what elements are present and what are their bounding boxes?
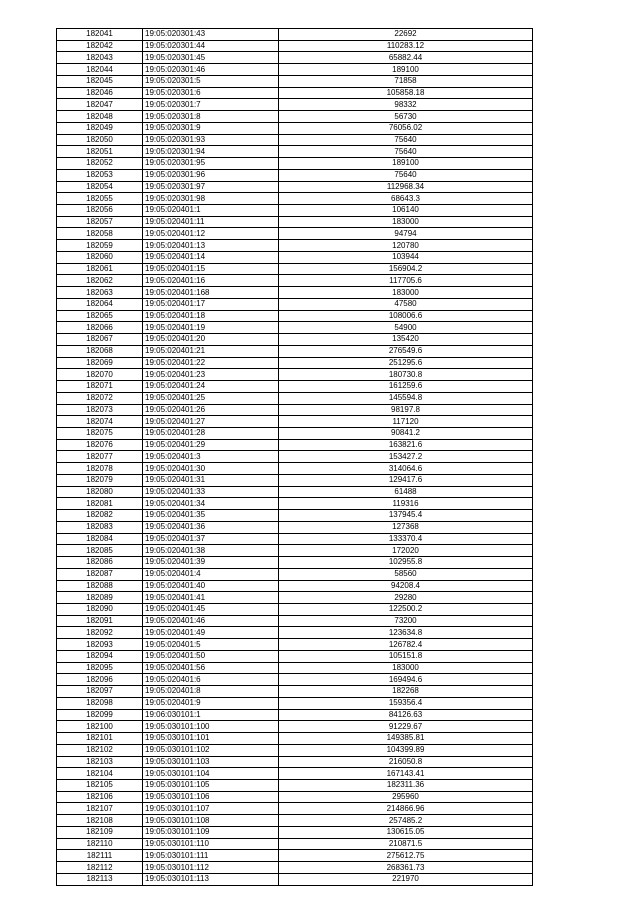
cadastral-number-cell: 19:05:020401:23 [143, 369, 279, 381]
cadastral-value-cell: 156904.2 [279, 263, 533, 275]
table-row [57, 287, 533, 299]
cadastral-number-cell: 19:05:030101:106 [143, 791, 279, 803]
row-number-cell: 182054 [57, 181, 143, 193]
cadastral-number-cell: 19:05:020401:18 [143, 310, 279, 322]
cadastral-value-cell: 126782.4 [279, 639, 533, 651]
cadastral-number-cell: 19:05:020301:9 [143, 122, 279, 134]
cadastral-value-cell: 22692 [279, 29, 533, 41]
cadastral-value-cell: 153427.2 [279, 451, 533, 463]
table-row [57, 205, 533, 217]
row-number-cell: 182093 [57, 639, 143, 651]
row-number-cell: 182067 [57, 334, 143, 346]
cadastral-number-cell: 19:05:020401:50 [143, 650, 279, 662]
cadastral-number-cell: 19:05:020301:8 [143, 111, 279, 123]
cadastral-value-cell: 122500.2 [279, 603, 533, 615]
cadastral-value-cell: 276549.6 [279, 345, 533, 357]
cadastral-value-cell: 180730.8 [279, 369, 533, 381]
cadastral-value-cell: 149385.81 [279, 733, 533, 745]
cadastral-number-cell: 19:05:020401:11 [143, 216, 279, 228]
table-row [57, 603, 533, 615]
cadastral-number-cell: 19:05:030101:112 [143, 862, 279, 874]
cadastral-value-cell: 167143.41 [279, 768, 533, 780]
cadastral-number-cell: 19:05:020301:93 [143, 134, 279, 146]
table-row [57, 627, 533, 639]
cadastral-number-cell: 19:05:020401:30 [143, 463, 279, 475]
table-row [57, 474, 533, 486]
cadastral-value-cell: 257485.2 [279, 815, 533, 827]
row-number-cell: 182059 [57, 240, 143, 252]
cadastral-value-cell: 98197.8 [279, 404, 533, 416]
row-number-cell: 182073 [57, 404, 143, 416]
cadastral-value-cell: 90841.2 [279, 427, 533, 439]
table-row [57, 674, 533, 686]
row-number-cell: 182089 [57, 592, 143, 604]
cadastral-number-cell: 19:05:020401:40 [143, 580, 279, 592]
cadastral-number-cell: 19:05:030101:110 [143, 838, 279, 850]
cadastral-number-cell: 19:05:020401:9 [143, 697, 279, 709]
cadastral-value-cell: 137945.4 [279, 510, 533, 522]
cadastral-value-cell: 102955.8 [279, 557, 533, 569]
table-row [57, 615, 533, 627]
table-row [57, 87, 533, 99]
row-number-cell: 182075 [57, 427, 143, 439]
table-row [57, 826, 533, 838]
cadastral-value-cell: 104399.89 [279, 744, 533, 756]
table-row [57, 862, 533, 874]
cadastral-number-cell: 19:05:030101:102 [143, 744, 279, 756]
table-row [57, 568, 533, 580]
cadastral-number-cell: 19:05:020301:45 [143, 52, 279, 64]
cadastral-value-cell: 123634.8 [279, 627, 533, 639]
table-row [57, 416, 533, 428]
cadastral-number-cell: 19:05:020401:25 [143, 392, 279, 404]
row-number-cell: 182078 [57, 463, 143, 475]
cadastral-number-cell: 19:05:020401:24 [143, 381, 279, 393]
cadastral-number-cell: 19:05:020401:22 [143, 357, 279, 369]
cadastral-value-cell: 183000 [279, 662, 533, 674]
table-row [57, 427, 533, 439]
cadastral-value-cell: 127368 [279, 521, 533, 533]
cadastral-number-cell: 19:05:020401:21 [143, 345, 279, 357]
cadastral-value-cell: 94208.4 [279, 580, 533, 592]
cadastral-number-cell: 19:05:020401:15 [143, 263, 279, 275]
table-row [57, 263, 533, 275]
row-number-cell: 182109 [57, 826, 143, 838]
cadastral-number-cell: 19:05:020401:38 [143, 545, 279, 557]
table-row [57, 322, 533, 334]
row-number-cell: 182058 [57, 228, 143, 240]
cadastral-value-cell: 71858 [279, 75, 533, 87]
cadastral-value-cell: 145594.8 [279, 392, 533, 404]
cadastral-number-cell: 19:05:020401:28 [143, 427, 279, 439]
cadastral-number-cell: 19:05:020401:12 [143, 228, 279, 240]
row-number-cell: 182098 [57, 697, 143, 709]
table-row [57, 709, 533, 721]
cadastral-value-cell: 189100 [279, 158, 533, 170]
cadastral-number-cell: 19:05:020301:96 [143, 169, 279, 181]
cadastral-number-cell: 19:05:030101:105 [143, 780, 279, 792]
cadastral-number-cell: 19:05:020401:19 [143, 322, 279, 334]
table-row [57, 392, 533, 404]
cadastral-value-cell: 163821.6 [279, 439, 533, 451]
table-row [57, 216, 533, 228]
row-number-cell: 182092 [57, 627, 143, 639]
row-number-cell: 182068 [57, 345, 143, 357]
cadastral-number-cell: 19:05:020401:29 [143, 439, 279, 451]
table-row [57, 169, 533, 181]
cadastral-number-cell: 19:05:020301:6 [143, 87, 279, 99]
cadastral-value-cell: 172020 [279, 545, 533, 557]
row-number-cell: 182101 [57, 733, 143, 745]
cadastral-value-cell: 76056.02 [279, 122, 533, 134]
table-row [57, 639, 533, 651]
cadastral-value-cell: 159356.4 [279, 697, 533, 709]
cadastral-number-cell: 19:05:020401:35 [143, 510, 279, 522]
cadastral-value-cell: 106140 [279, 205, 533, 217]
cadastral-value-cell: 133370.4 [279, 533, 533, 545]
cadastral-value-cell: 210871.5 [279, 838, 533, 850]
cadastral-number-cell: 19:05:020401:33 [143, 486, 279, 498]
row-number-cell: 182066 [57, 322, 143, 334]
cadastral-value-cell: 135420 [279, 334, 533, 346]
cadastral-number-cell: 19:05:020301:7 [143, 99, 279, 111]
row-number-cell: 182103 [57, 756, 143, 768]
cadastral-number-cell: 19:05:020401:27 [143, 416, 279, 428]
cadastral-number-cell: 19:06:030101:1 [143, 709, 279, 721]
cadastral-number-cell: 19:05:030101:113 [143, 873, 279, 885]
table-row [57, 815, 533, 827]
cadastral-value-cell: 47580 [279, 298, 533, 310]
table-row [57, 557, 533, 569]
row-number-cell: 182104 [57, 768, 143, 780]
cadastral-value-cell: 73200 [279, 615, 533, 627]
cadastral-number-cell: 19:05:020401:39 [143, 557, 279, 569]
table-row [57, 686, 533, 698]
row-number-cell: 182085 [57, 545, 143, 557]
cadastral-number-cell: 19:05:030101:104 [143, 768, 279, 780]
table-row [57, 592, 533, 604]
table-row [57, 111, 533, 123]
cadastral-number-cell: 19:05:020401:41 [143, 592, 279, 604]
cadastral-value-cell: 68643.3 [279, 193, 533, 205]
cadastral-value-cell: 112968.34 [279, 181, 533, 193]
row-number-cell: 182050 [57, 134, 143, 146]
cadastral-value-cell: 56730 [279, 111, 533, 123]
table-row [57, 850, 533, 862]
row-number-cell: 182071 [57, 381, 143, 393]
cadastral-number-cell: 19:05:020401:31 [143, 474, 279, 486]
cadastral-number-cell: 19:05:020301:97 [143, 181, 279, 193]
cadastral-number-cell: 19:05:020401:168 [143, 287, 279, 299]
row-number-cell: 182077 [57, 451, 143, 463]
cadastral-number-cell: 19:05:020301:94 [143, 146, 279, 158]
cadastral-value-cell: 75640 [279, 169, 533, 181]
row-number-cell: 182100 [57, 721, 143, 733]
table-row [57, 275, 533, 287]
cadastral-number-cell: 19:05:020401:3 [143, 451, 279, 463]
table-row [57, 240, 533, 252]
cadastral-number-cell: 19:05:020401:14 [143, 251, 279, 263]
cadastral-value-cell: 182311.36 [279, 780, 533, 792]
cadastral-number-cell: 19:05:020401:20 [143, 334, 279, 346]
cadastral-value-cell: 65882.44 [279, 52, 533, 64]
table-row [57, 369, 533, 381]
cadastral-number-cell: 19:05:030101:111 [143, 850, 279, 862]
table-row [57, 29, 533, 41]
cadastral-number-cell: 19:05:020401:46 [143, 615, 279, 627]
row-number-cell: 182102 [57, 744, 143, 756]
cadastral-value-cell: 161259.6 [279, 381, 533, 393]
row-number-cell: 182051 [57, 146, 143, 158]
cadastral-value-cell: 75640 [279, 134, 533, 146]
row-number-cell: 182064 [57, 298, 143, 310]
row-number-cell: 182076 [57, 439, 143, 451]
row-number-cell: 182041 [57, 29, 143, 41]
row-number-cell: 182094 [57, 650, 143, 662]
row-number-cell: 182099 [57, 709, 143, 721]
row-number-cell: 182105 [57, 780, 143, 792]
cadastral-number-cell: 19:05:020301:44 [143, 40, 279, 52]
row-number-cell: 182044 [57, 64, 143, 76]
cadastral-value-cell: 105858.18 [279, 87, 533, 99]
row-number-cell: 182049 [57, 122, 143, 134]
cadastral-value-cell: 103944 [279, 251, 533, 263]
table-row [57, 756, 533, 768]
row-number-cell: 182079 [57, 474, 143, 486]
row-number-cell: 182069 [57, 357, 143, 369]
cadastral-value-cell: 268361.73 [279, 862, 533, 874]
row-number-cell: 182087 [57, 568, 143, 580]
cadastral-value-cell: 108006.6 [279, 310, 533, 322]
cadastral-value-cell: 183000 [279, 287, 533, 299]
table-row [57, 228, 533, 240]
row-number-cell: 182048 [57, 111, 143, 123]
cadastral-number-cell: 19:05:030101:109 [143, 826, 279, 838]
cadastral-number-cell: 19:05:020301:46 [143, 64, 279, 76]
cadastral-number-cell: 19:05:020401:36 [143, 521, 279, 533]
cadastral-number-cell: 19:05:020401:56 [143, 662, 279, 674]
table-row [57, 146, 533, 158]
table-row [57, 733, 533, 745]
row-number-cell: 182096 [57, 674, 143, 686]
cadastral-number-cell: 19:05:020401:17 [143, 298, 279, 310]
row-number-cell: 182061 [57, 263, 143, 275]
table-row [57, 873, 533, 885]
table-row [57, 334, 533, 346]
table-row [57, 803, 533, 815]
cadastral-value-cell: 110283.12 [279, 40, 533, 52]
cadastral-number-cell: 19:05:020401:5 [143, 639, 279, 651]
cadastral-number-cell: 19:05:030101:100 [143, 721, 279, 733]
cadastral-number-cell: 19:05:020301:5 [143, 75, 279, 87]
table-row [57, 697, 533, 709]
row-number-cell: 182082 [57, 510, 143, 522]
table-row [57, 780, 533, 792]
table-row [57, 122, 533, 134]
table-row [57, 158, 533, 170]
table-row [57, 533, 533, 545]
row-number-cell: 182091 [57, 615, 143, 627]
cadastral-value-cell: 130615.05 [279, 826, 533, 838]
row-number-cell: 182090 [57, 603, 143, 615]
cadastral-value-cell: 84126.63 [279, 709, 533, 721]
row-number-cell: 182097 [57, 686, 143, 698]
table-row [57, 40, 533, 52]
cadastral-value-cell: 117120 [279, 416, 533, 428]
row-number-cell: 182112 [57, 862, 143, 874]
row-number-cell: 182063 [57, 287, 143, 299]
cadastral-value-cell: 275612.75 [279, 850, 533, 862]
cadastral-value-cell: 120780 [279, 240, 533, 252]
table-row [57, 99, 533, 111]
table-row [57, 52, 533, 64]
row-number-cell: 182052 [57, 158, 143, 170]
table-row [57, 498, 533, 510]
cadastral-number-cell: 19:05:020301:98 [143, 193, 279, 205]
row-number-cell: 182043 [57, 52, 143, 64]
cadastral-value-cell: 98332 [279, 99, 533, 111]
cadastral-number-cell: 19:05:020401:34 [143, 498, 279, 510]
table-row [57, 510, 533, 522]
cadastral-value-table [56, 28, 533, 886]
cadastral-number-cell: 19:05:020401:8 [143, 686, 279, 698]
row-number-cell: 182080 [57, 486, 143, 498]
cadastral-value-cell: 221970 [279, 873, 533, 885]
table-row [57, 181, 533, 193]
cadastral-number-cell: 19:05:030101:108 [143, 815, 279, 827]
cadastral-value-cell: 29280 [279, 592, 533, 604]
cadastral-value-cell: 94794 [279, 228, 533, 240]
row-number-cell: 182106 [57, 791, 143, 803]
row-number-cell: 182110 [57, 838, 143, 850]
table-row [57, 357, 533, 369]
cadastral-value-cell: 75640 [279, 146, 533, 158]
cadastral-value-cell: 61488 [279, 486, 533, 498]
table-row [57, 768, 533, 780]
cadastral-value-cell: 189100 [279, 64, 533, 76]
table-row [57, 75, 533, 87]
cadastral-value-cell: 169494.6 [279, 674, 533, 686]
table-row [57, 721, 533, 733]
row-number-cell: 182111 [57, 850, 143, 862]
cadastral-number-cell: 19:05:020401:4 [143, 568, 279, 580]
row-number-cell: 182107 [57, 803, 143, 815]
row-number-cell: 182083 [57, 521, 143, 533]
row-number-cell: 182088 [57, 580, 143, 592]
cadastral-number-cell: 19:05:020301:43 [143, 29, 279, 41]
table-row [57, 251, 533, 263]
cadastral-number-cell: 19:05:030101:107 [143, 803, 279, 815]
row-number-cell: 182070 [57, 369, 143, 381]
table-row [57, 439, 533, 451]
table-row [57, 381, 533, 393]
cadastral-value-cell: 54900 [279, 322, 533, 334]
row-number-cell: 182055 [57, 193, 143, 205]
row-number-cell: 182084 [57, 533, 143, 545]
table-row [57, 345, 533, 357]
row-number-cell: 182047 [57, 99, 143, 111]
table-row [57, 838, 533, 850]
cadastral-number-cell: 19:05:030101:103 [143, 756, 279, 768]
table-row [57, 134, 533, 146]
cadastral-value-cell: 214866.96 [279, 803, 533, 815]
row-number-cell: 182056 [57, 205, 143, 217]
table-row [57, 486, 533, 498]
table-row [57, 545, 533, 557]
row-number-cell: 182113 [57, 873, 143, 885]
table-row [57, 580, 533, 592]
cadastral-value-cell: 91229.67 [279, 721, 533, 733]
row-number-cell: 182053 [57, 169, 143, 181]
cadastral-value-cell: 117705.6 [279, 275, 533, 287]
cadastral-value-cell: 251295.6 [279, 357, 533, 369]
cadastral-number-cell: 19:05:020401:6 [143, 674, 279, 686]
row-number-cell: 182065 [57, 310, 143, 322]
row-number-cell: 182046 [57, 87, 143, 99]
row-number-cell: 182074 [57, 416, 143, 428]
table-row [57, 521, 533, 533]
table-row [57, 298, 533, 310]
cadastral-number-cell: 19:05:020401:1 [143, 205, 279, 217]
table-row [57, 744, 533, 756]
table-row [57, 463, 533, 475]
cadastral-number-cell: 19:05:020401:37 [143, 533, 279, 545]
table-row [57, 650, 533, 662]
cadastral-number-cell: 19:05:020401:16 [143, 275, 279, 287]
row-number-cell: 182081 [57, 498, 143, 510]
cadastral-value-cell: 183000 [279, 216, 533, 228]
cadastral-number-cell: 19:05:030101:101 [143, 733, 279, 745]
row-number-cell: 182062 [57, 275, 143, 287]
cadastral-number-cell: 19:05:020401:13 [143, 240, 279, 252]
cadastral-number-cell: 19:05:020401:49 [143, 627, 279, 639]
row-number-cell: 182060 [57, 251, 143, 263]
table-row [57, 451, 533, 463]
table-row [57, 662, 533, 674]
cadastral-value-cell: 129417.6 [279, 474, 533, 486]
cadastral-value-cell: 216050.8 [279, 756, 533, 768]
cadastral-value-cell: 314064.6 [279, 463, 533, 475]
row-number-cell: 182042 [57, 40, 143, 52]
cadastral-value-cell: 119316 [279, 498, 533, 510]
cadastral-value-cell: 58560 [279, 568, 533, 580]
cadastral-number-cell: 19:05:020401:26 [143, 404, 279, 416]
row-number-cell: 182108 [57, 815, 143, 827]
row-number-cell: 182057 [57, 216, 143, 228]
row-number-cell: 182045 [57, 75, 143, 87]
row-number-cell: 182095 [57, 662, 143, 674]
cadastral-value-cell: 105151.8 [279, 650, 533, 662]
table-row [57, 404, 533, 416]
table-row [57, 193, 533, 205]
cadastral-value-cell: 295960 [279, 791, 533, 803]
row-number-cell: 182086 [57, 557, 143, 569]
row-number-cell: 182072 [57, 392, 143, 404]
cadastral-number-cell: 19:05:020401:45 [143, 603, 279, 615]
table-row [57, 791, 533, 803]
table-row [57, 310, 533, 322]
table-row [57, 64, 533, 76]
table-body [57, 29, 533, 886]
cadastral-value-cell: 182268 [279, 686, 533, 698]
cadastral-number-cell: 19:05:020301:95 [143, 158, 279, 170]
